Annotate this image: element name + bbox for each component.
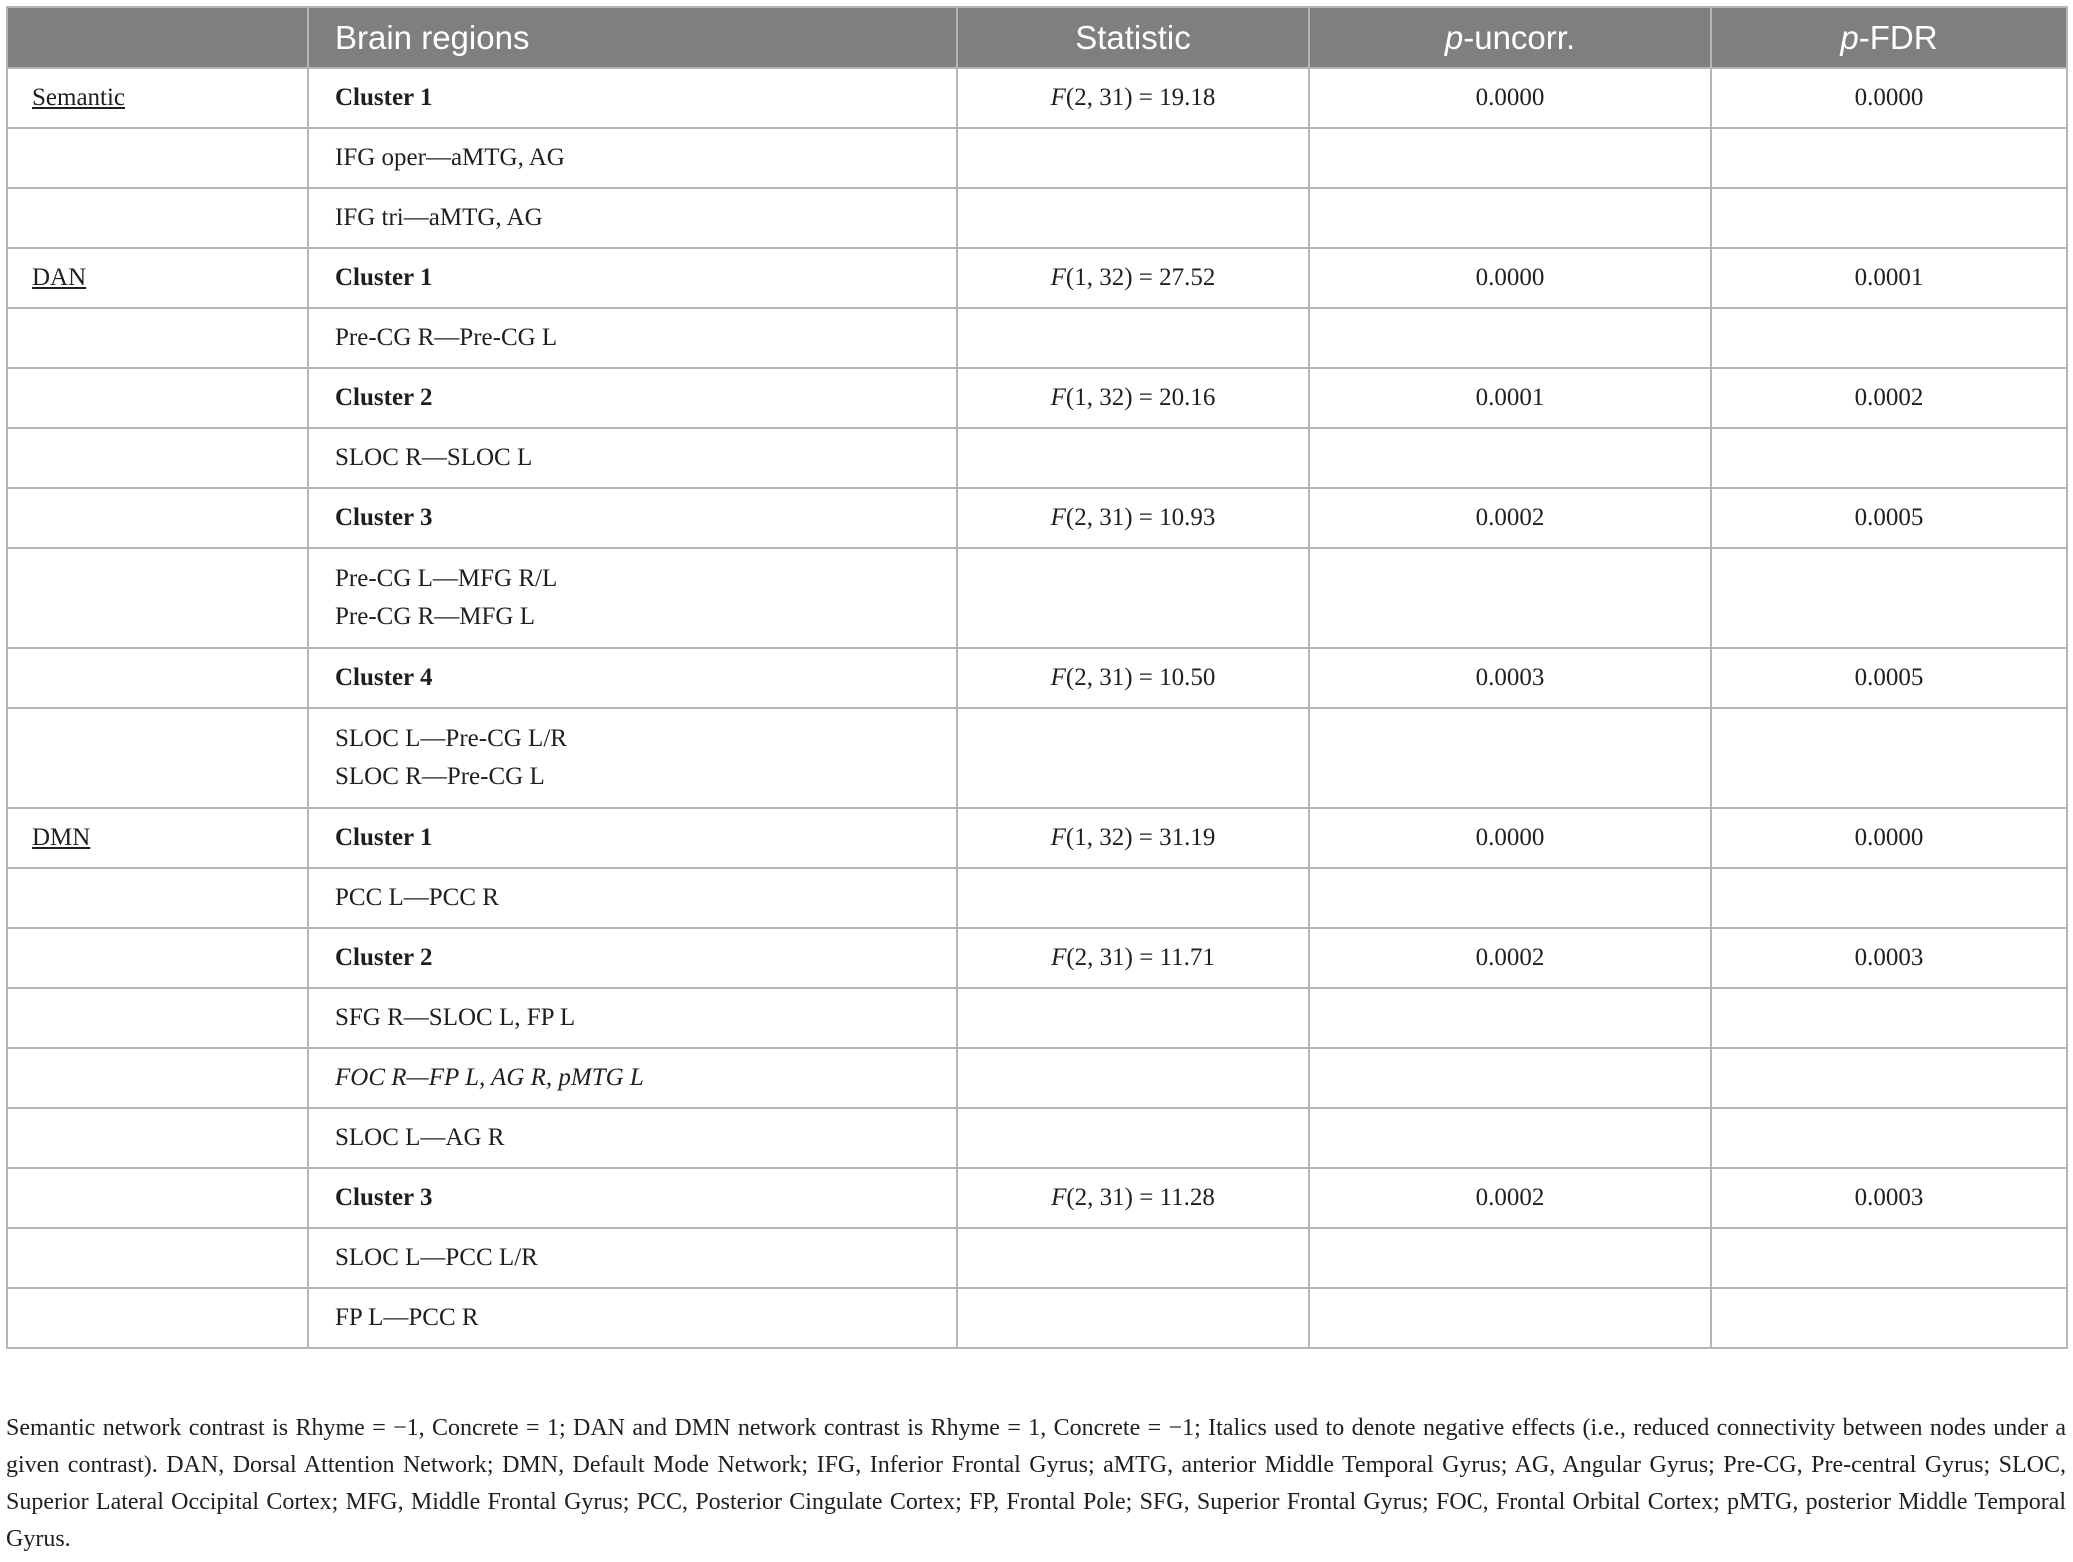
region-cell [308,708,957,808]
statistic-cell [957,1168,1309,1228]
statistic-cell [957,488,1309,548]
header-p-fdr [1711,7,2067,68]
stat-value: (2, 31) = 10.93 [1065,504,1216,531]
table-row [7,368,2067,428]
table-row [7,1048,2067,1108]
statistic-cell [957,1228,1309,1288]
network-cell [7,988,308,1048]
p-fdr-cell: 0.0003 [1711,928,2067,988]
statistic-cell [957,868,1309,928]
stat-value: (1, 32) = 20.16 [1065,384,1216,411]
p-uncorr-cell: 0.0000 [1309,808,1711,868]
network-cell [7,488,308,548]
table-row [7,1168,2067,1228]
region-cell: SLOC L—PCC L/R [308,1228,957,1288]
header-p-fdr-rest: -FDR [1858,18,1938,56]
region-cell: SFG R—SLOC L, FP L [308,988,957,1048]
stat-f-symbol: F [1050,504,1066,531]
header-p-fdr-italic: p [1840,18,1859,56]
statistic-cell [957,928,1309,988]
network-cell [7,368,308,428]
statistic-cell [957,428,1309,488]
stat-value: (1, 32) = 31.19 [1065,824,1216,851]
p-fdr-cell: 0.0001 [1711,248,2067,308]
network-cell [7,308,308,368]
network-cell [7,1108,308,1168]
p-uncorr-cell [1309,128,1711,188]
header-p-uncorr-italic: p [1444,18,1464,56]
network-cell [7,1168,308,1228]
stat-f-symbol: F [1050,264,1066,291]
p-uncorr-cell: 0.0001 [1309,368,1711,428]
network-cell [7,648,308,708]
p-uncorr-cell: 0.0002 [1309,928,1711,988]
network-cell [7,1228,308,1288]
results-table [6,6,2068,1349]
region-cell: SLOC R—SLOC L [308,428,957,488]
p-fdr-cell: 0.0002 [1711,368,2067,428]
table-row [7,708,2067,808]
table-row [7,808,2067,868]
network-cell [7,808,308,868]
region-cell: FP L—PCC R [308,1288,957,1348]
region-cell: PCC L—PCC R [308,868,957,928]
statistic-cell [957,68,1309,128]
stat-f-symbol: F [1051,1184,1067,1211]
table-row [7,648,2067,708]
p-uncorr-cell [1309,548,1711,648]
header-network [7,7,308,68]
p-uncorr-cell [1309,428,1711,488]
network-label-dmn: DMN [32,824,91,851]
stat-f-symbol: F [1050,824,1066,851]
statistic-cell [957,368,1309,428]
p-uncorr-cell [1309,1048,1711,1108]
p-fdr-cell: 0.0000 [1711,68,2067,128]
p-fdr-cell [1711,188,2067,248]
network-cell [7,868,308,928]
statistic-cell [957,248,1309,308]
stat-value: (2, 31) = 11.71 [1066,944,1215,971]
region-cell: IFG oper—aMTG, AG [308,128,957,188]
region-cell: Cluster 3 [308,1168,957,1228]
stat-f-symbol: F [1050,384,1066,411]
p-fdr-cell [1711,988,2067,1048]
header-statistic: Statistic [957,7,1309,68]
p-fdr-cell [1711,128,2067,188]
network-cell [7,128,308,188]
statistic-cell [957,548,1309,648]
network-cell [7,428,308,488]
statistic-cell [957,648,1309,708]
p-uncorr-cell [1309,1288,1711,1348]
region-cell: Cluster 1 [308,68,957,128]
region-cell-negative: FOC R—FP L, AG R, pMTG L [308,1048,957,1108]
p-uncorr-cell: 0.0002 [1309,1168,1711,1228]
region-cell: Cluster 1 [308,808,957,868]
p-uncorr-cell [1309,188,1711,248]
p-fdr-cell [1711,1288,2067,1348]
p-fdr-cell [1711,308,2067,368]
p-fdr-cell [1711,868,2067,928]
stat-f-symbol: F [1051,944,1067,971]
table-row [7,548,2067,648]
region-cell: Cluster 1 [308,248,957,308]
p-uncorr-cell [1309,868,1711,928]
statistic-cell [957,1288,1309,1348]
statistic-cell [957,988,1309,1048]
region-cell: Cluster 4 [308,648,957,708]
region-line: Pre-CG L—MFG R/L [335,565,558,592]
header-brain-regions: Brain regions [308,7,957,68]
network-cell [7,928,308,988]
network-label-semantic: Semantic [32,84,126,111]
p-fdr-cell [1711,428,2067,488]
p-fdr-cell: 0.0000 [1711,808,2067,868]
results-table-container [6,6,2066,1349]
stat-value: (2, 31) = 19.18 [1065,84,1216,111]
table-row [7,988,2067,1048]
network-label-dan: DAN [32,264,87,291]
table-row [7,1108,2067,1168]
statistic-cell [957,1108,1309,1168]
region-cell: SLOC L—AG R [308,1108,957,1168]
network-cell [7,188,308,248]
region-line: SLOC R—Pre-CG L [335,763,545,790]
p-fdr-cell [1711,1108,2067,1168]
region-cell: IFG tri—aMTG, AG [308,188,957,248]
table-row [7,308,2067,368]
p-uncorr-cell [1309,1108,1711,1168]
p-uncorr-cell: 0.0002 [1309,488,1711,548]
network-cell [7,1288,308,1348]
p-fdr-cell: 0.0003 [1711,1168,2067,1228]
region-cell: Cluster 3 [308,488,957,548]
statistic-cell [957,708,1309,808]
header-p-uncorr [1309,7,1711,68]
region-cell: Cluster 2 [308,368,957,428]
p-fdr-cell [1711,1048,2067,1108]
region-cell [308,548,957,648]
header-row [7,7,2067,68]
stat-value: (2, 31) = 11.28 [1066,1184,1215,1211]
table-row [7,928,2067,988]
network-cell [7,248,308,308]
statistic-cell [957,188,1309,248]
region-cell: Pre-CG R—Pre-CG L [308,308,957,368]
header-p-uncorr-rest: -uncorr. [1463,18,1576,56]
table-row [7,1288,2067,1348]
table-row [7,128,2067,188]
table-row [7,188,2067,248]
statistic-cell [957,1048,1309,1108]
p-uncorr-cell [1309,708,1711,808]
stat-value: (1, 32) = 27.52 [1065,264,1216,291]
p-uncorr-cell: 0.0000 [1309,248,1711,308]
table-row [7,68,2067,128]
p-fdr-cell [1711,1228,2067,1288]
statistic-cell [957,808,1309,868]
p-fdr-cell: 0.0005 [1711,648,2067,708]
region-line: SLOC L—Pre-CG L/R [335,725,567,752]
p-uncorr-cell [1309,988,1711,1048]
table-row [7,248,2067,308]
network-cell [7,708,308,808]
network-cell [7,68,308,128]
table-row [7,428,2067,488]
p-uncorr-cell [1309,308,1711,368]
statistic-cell [957,128,1309,188]
network-cell [7,548,308,648]
region-line: Pre-CG R—MFG L [335,603,536,630]
stat-f-symbol: F [1050,84,1066,111]
table-row [7,488,2067,548]
p-fdr-cell: 0.0005 [1711,488,2067,548]
p-uncorr-cell [1309,1228,1711,1288]
stat-f-symbol: F [1050,664,1066,691]
stat-value: (2, 31) = 10.50 [1065,664,1216,691]
table-row [7,1228,2067,1288]
table-footnote: Semantic network contrast is Rhyme = −1, Concrete = 1; DAN and DMN network contrast is Rhyme = 1, Concrete = −1; Italics used to denote negative effects (i.e., reduced connectivity between nodes under a given contrast). DAN, Dorsal Attention Network; DMN, Default Mode Network; IFG, Inferior Frontal Gyrus; aMTG, anterior Middle Temporal Gyrus; AG, Angular Gyrus; Pre-CG, Pre-central Gyrus; SLOC, Superior Lateral Occipital Cortex; MFG, Middle Frontal Gyrus; PCC, Posterior Cingulate Cortex; FP, Frontal Pole; SFG, Superior Frontal Gyrus; FOC, Frontal Orbital Cortex; pMTG, posterior Middle Temporal Gyrus. [6,1415,2066,1552]
statistic-cell [957,308,1309,368]
p-fdr-cell [1711,708,2067,808]
p-fdr-cell [1711,548,2067,648]
p-uncorr-cell: 0.0003 [1309,648,1711,708]
table-row [7,868,2067,928]
region-cell: Cluster 2 [308,928,957,988]
p-uncorr-cell: 0.0000 [1309,68,1711,128]
network-cell [7,1048,308,1108]
